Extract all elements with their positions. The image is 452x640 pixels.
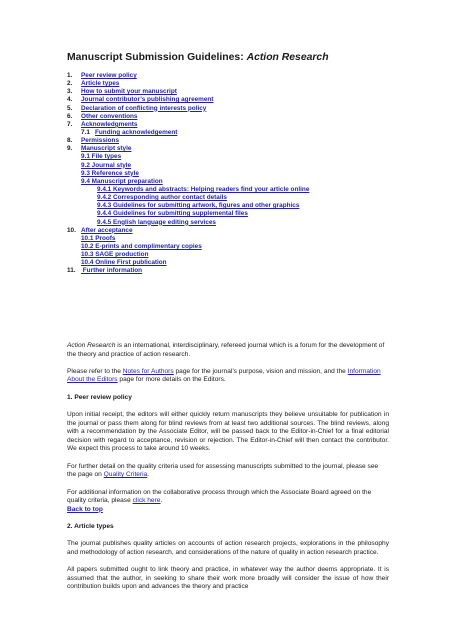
toc-item-link[interactable]: Permissions — [81, 137, 120, 145]
toc-item-link[interactable]: Journal contributor’s publishing agreement — [81, 96, 214, 104]
toc-item — [67, 202, 397, 210]
toc-item-link[interactable]: 9.4 Manuscript preparation — [81, 177, 163, 185]
toc-item-link[interactable]: 9.4.1 Keywords and abstracts: Helping readers find your article online — [97, 185, 310, 193]
toc-item — [67, 267, 397, 275]
toc-item — [67, 210, 397, 218]
toc-item-number: 7.1 — [81, 128, 90, 136]
peer-review-paragraph: Upon initial receipt, the editors will either quickly return manuscripts they believe unsuitable for publication in the journal or pass them along for blind reviews from at least two additional sources. The blind reviews, along with a recommendation by the Associate Editor, will be passed back to the Editor-in-Chief for a final editorial decision with regard to acceptance, revision or rejection. The Editor-in-Chief will then contact the contributor. We expect this process to take around 10 weeks. — [67, 411, 389, 453]
toc-item-number: 10. — [67, 226, 76, 234]
editors-info-link[interactable]: Information About the Editors — [67, 367, 381, 384]
toc-item-link[interactable]: 10.3 SAGE production — [81, 251, 149, 259]
document-title — [67, 52, 329, 63]
quality-criteria-link[interactable]: Quality Criteria — [103, 471, 148, 479]
quality-text: For further detail on the quality criteria used for assessing manuscripts submitted to the journal, please see the page on — [67, 462, 379, 479]
refer-text-1: Please refer to the — [67, 367, 123, 375]
click-here-link[interactable]: click here — [132, 497, 161, 505]
toc-item-number: 2. — [67, 80, 73, 88]
toc-item — [67, 105, 397, 113]
toc-item — [67, 72, 397, 80]
toc-item-link[interactable]: After acceptance — [81, 226, 133, 234]
toc-item — [67, 80, 397, 88]
notes-for-authors-link[interactable]: Notes for Authors — [122, 367, 174, 375]
toc-item-link[interactable]: Peer review policy — [81, 72, 137, 79]
journal-name: Action Research — [246, 52, 329, 63]
toc-item-link[interactable]: 10.2 E-prints and complimentary copies — [81, 242, 202, 250]
toc-item-link[interactable]: 10.1 Proofs — [81, 234, 116, 242]
collab-text-end: . — [160, 497, 163, 505]
toc-item — [67, 178, 397, 186]
toc-item — [67, 162, 397, 170]
toc-item-link[interactable]: Article types — [81, 80, 120, 88]
toc-item — [67, 186, 397, 194]
toc-item — [67, 96, 397, 104]
toc-item-link[interactable]: Funding acknowledgement — [95, 128, 178, 136]
section-heading-peer-review: 1. Peer review policy — [67, 393, 132, 401]
toc-item — [67, 219, 397, 227]
collab-text: For additional information on the collaborative process through which the Associate Board agreed on the quality criteria, please — [67, 488, 372, 505]
refer-text-2: page for the journal’s purpose, vision and mission, and the — [173, 367, 348, 375]
toc-item — [67, 170, 397, 178]
toc-item-link[interactable]: Acknowledgments — [81, 120, 138, 128]
intro-text: is an international, interdisciplinary, refereed journal which is a forum for the development of the theory and practice of action research. — [67, 342, 385, 358]
toc-item-number: 5. — [67, 104, 73, 112]
toc-item-link[interactable]: 9.1 File types — [81, 153, 122, 161]
toc-item — [67, 153, 397, 161]
title-text: Manuscript Submission Guidelines: — [67, 52, 247, 63]
article-types-paragraph: The journal publishes quality articles on accounts of action research projects, explorations in the philosophy and methodology of action research, and considerations of the nature of quality in action research practice. — [67, 540, 389, 556]
toc-item — [67, 259, 397, 267]
section-heading-article-types: 2. Article types — [67, 523, 114, 531]
toc-item — [67, 113, 397, 121]
toc-item — [67, 137, 397, 145]
toc-item-number: 6. — [67, 112, 73, 120]
toc-item-link[interactable]: 9.4.4 Guidelines for submitting supplemental files — [97, 210, 248, 218]
toc-item — [67, 251, 397, 259]
toc-item-link[interactable]: 9.2 Journal style — [81, 161, 132, 169]
toc-item-number: 11. — [67, 267, 76, 275]
refer-text-3: page for more details on the Editors. — [117, 376, 226, 384]
toc-item — [67, 145, 397, 153]
toc-item — [67, 121, 397, 129]
toc-item-link[interactable]: 10.4 Online First publication — [81, 259, 167, 267]
toc-item-link[interactable]: Manuscript style — [81, 145, 132, 153]
toc-item-link[interactable]: 9.4.5 English language editing services — [97, 218, 216, 226]
toc-item — [67, 88, 397, 96]
refer-paragraph — [67, 368, 389, 385]
toc-item-number: 7. — [67, 120, 73, 128]
toc-item — [67, 129, 397, 137]
document-body — [67, 342, 389, 601]
toc-item-link[interactable]: How to submit your manuscript — [81, 88, 177, 96]
toc-item-link[interactable]: 9.4.3 Guidelines for submitting artwork, figures and other graphics — [97, 202, 300, 210]
quality-text-end: . — [147, 471, 150, 479]
toc-item — [67, 243, 397, 251]
toc-item-link[interactable]: Further information — [81, 267, 143, 275]
table-of-contents — [67, 72, 397, 276]
toc-item — [67, 227, 397, 235]
toc-item-link[interactable]: Other conventions — [81, 112, 138, 120]
quality-criteria-paragraph — [67, 463, 389, 480]
toc-item-number: 4. — [67, 96, 73, 104]
toc-item-number: 8. — [67, 137, 73, 145]
toc-item-number: 3. — [67, 88, 73, 96]
toc-item — [67, 194, 397, 202]
toc-item-link[interactable]: Declaration of conflicting interests policy — [81, 104, 207, 112]
toc-item-number: 9. — [67, 145, 73, 153]
intro-paragraph — [67, 342, 389, 359]
intro-journal-name: Action Research — [67, 342, 116, 349]
collaborative-paragraph — [67, 489, 389, 506]
toc-item-number: 1. — [67, 72, 73, 79]
back-to-top-link[interactable]: Back to top — [67, 505, 103, 513]
article-types-paragraph-2: All papers submitted ought to link theory and practice, in whatever way the author deems appropriate. It is assumed that the author, in seeking to share their work more broadly will consider the issue of how their contribution builds upon and advances the theory and practice — [67, 566, 389, 591]
toc-item — [67, 235, 397, 243]
toc-item-link[interactable]: 9.3 Reference style — [81, 169, 139, 177]
toc-item-link[interactable]: 9.4.2 Corresponding author contact details — [97, 194, 227, 202]
